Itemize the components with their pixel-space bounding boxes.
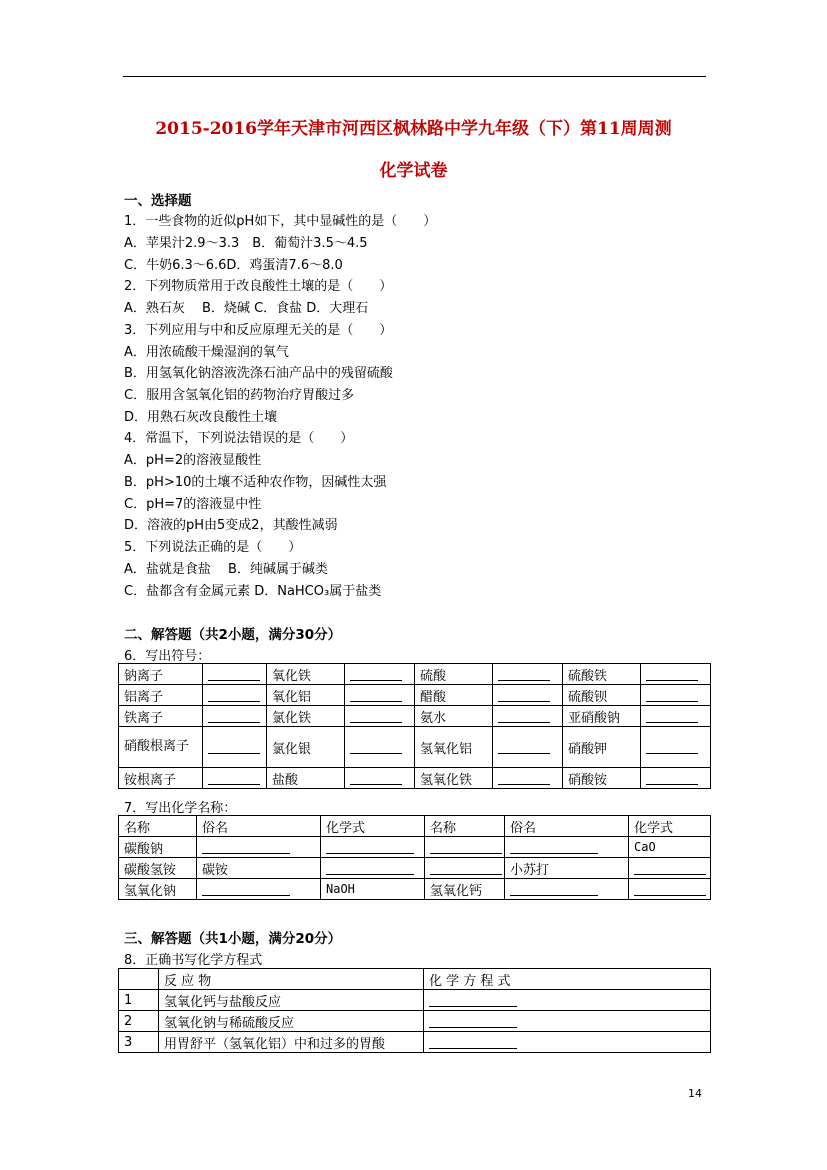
table-cell: 氢氧化钠 — [119, 879, 197, 900]
column-header: 名称 — [425, 816, 505, 837]
answer-cell[interactable] — [641, 685, 711, 706]
answer-cell[interactable] — [203, 664, 267, 685]
answer-cell[interactable] — [203, 727, 267, 768]
table-cell: 氢氧化钠与稀硫酸反应 — [159, 1011, 424, 1032]
answer-cell[interactable] — [345, 768, 415, 789]
table-row — [119, 1032, 711, 1053]
table-row — [119, 858, 711, 879]
table-cell: CaO — [629, 837, 711, 858]
answer-cell[interactable] — [505, 879, 629, 900]
table-header-row — [119, 969, 711, 990]
answer-cell[interactable] — [493, 727, 563, 768]
table-cell: 钠离子 — [119, 664, 203, 685]
answer-cell[interactable] — [629, 858, 711, 879]
table-row — [119, 837, 711, 858]
answer-cell[interactable] — [424, 990, 711, 1011]
page-number: 14 — [688, 1087, 702, 1100]
table-cell: 氢氧化铝 — [415, 727, 493, 768]
column-header: 俗名 — [505, 816, 629, 837]
answer-cell[interactable] — [641, 706, 711, 727]
table-row — [119, 990, 711, 1011]
question-line: B．pH>10的土壤不适种农作物，因碱性太强 — [124, 475, 387, 490]
answer-cell[interactable] — [493, 685, 563, 706]
question-line: C．服用含氢氧化铝的药物治疗胃酸过多 — [124, 388, 355, 403]
answer-cell[interactable] — [425, 858, 505, 879]
table-cell: 氧化铁 — [267, 664, 345, 685]
answer-cell[interactable] — [505, 837, 629, 858]
table-cell: 氢氧化钙 — [425, 879, 505, 900]
document-subtitle: 化学试卷 — [379, 161, 448, 181]
question-line: 5．下列说法正确的是（ ） — [124, 540, 302, 555]
column-header: 名称 — [119, 816, 197, 837]
table-cell: 氨水 — [415, 706, 493, 727]
answer-cell[interactable] — [629, 879, 711, 900]
column-header: 化学式 — [321, 816, 425, 837]
table-cell: NaOH — [321, 879, 425, 900]
question-line: 1．一些食物的近似pH如下，其中显碱性的是（ ） — [124, 214, 437, 229]
table-row — [119, 685, 711, 706]
table-cell: 碳铵 — [197, 858, 321, 879]
column-header: 化 学 方 程 式 — [424, 969, 711, 990]
answer-cell[interactable] — [203, 685, 267, 706]
row-number: 3 — [119, 1032, 159, 1053]
table-cell: 铵根离子 — [119, 768, 203, 789]
table-cell: 碳酸钠 — [119, 837, 197, 858]
question-line: D．溶液的pH由5变成2，其酸性减弱 — [124, 518, 338, 533]
answer-cell[interactable] — [321, 858, 425, 879]
table-row — [119, 727, 711, 768]
question-line: A．盐就是食盐 B．纯碱属于碱类 — [124, 562, 328, 577]
answer-cell[interactable] — [345, 706, 415, 727]
answer-cell[interactable] — [424, 1011, 711, 1032]
table-cell: 铁离子 — [119, 706, 203, 727]
answer-cell[interactable] — [345, 685, 415, 706]
question-line: 2．下列物质常用于改良酸性土壤的是（ ） — [124, 279, 393, 294]
answer-cell[interactable] — [203, 768, 267, 789]
table-cell: 小苏打 — [505, 858, 629, 879]
column-header: 俗名 — [197, 816, 321, 837]
answer-cell[interactable] — [203, 706, 267, 727]
table-cell: 盐酸 — [267, 768, 345, 789]
table-cell: 亚硝酸钠 — [563, 706, 641, 727]
answer-cell[interactable] — [424, 1032, 711, 1053]
table-cell: 硝酸钾 — [563, 727, 641, 768]
table-header-row — [119, 816, 711, 837]
question-line: A．pH=2的溶液显酸性 — [124, 453, 262, 468]
question-line: C．牛奶6.3～6.6D．鸡蛋清7.6～8.0 — [124, 258, 343, 273]
question-7-label: 7．写出化学名称： — [124, 801, 237, 816]
answer-cell[interactable] — [345, 664, 415, 685]
table-cell: 碳酸氢铵 — [119, 858, 197, 879]
table-cell: 氯化铁 — [267, 706, 345, 727]
table-cell: 用胃舒平（氢氧化铝）中和过多的胃酸 — [159, 1032, 424, 1053]
table-cell: 氯化银 — [267, 727, 345, 768]
equations-table — [118, 968, 711, 1053]
table-row — [119, 768, 711, 789]
table-cell: 硝酸铵 — [563, 768, 641, 789]
section-1-heading: 一、选择题 — [124, 193, 192, 209]
question-line: 4．常温下，下列说法错误的是（ ） — [124, 431, 354, 446]
row-number: 2 — [119, 1011, 159, 1032]
table-cell: 氢氧化铁 — [415, 768, 493, 789]
table-row — [119, 879, 711, 900]
table-cell: 氢氧化钙与盐酸反应 — [159, 990, 424, 1011]
question-line: A．用浓硫酸干燥湿润的氧气 — [124, 345, 289, 360]
table-cell: 醋酸 — [415, 685, 493, 706]
column-header: 化学式 — [629, 816, 711, 837]
answer-cell[interactable] — [641, 664, 711, 685]
answer-cell[interactable] — [493, 706, 563, 727]
answer-cell[interactable] — [493, 768, 563, 789]
table-row — [119, 664, 711, 685]
question-line: 3．下列应用与中和反应原理无关的是（ ） — [124, 323, 393, 338]
document-title: 2015-2016学年天津市河西区枫林路中学九年级（下）第11周周测 — [155, 119, 672, 139]
answer-cell[interactable] — [641, 768, 711, 789]
question-line: A．苹果汁2.9～3.3 B．葡萄汁3.5～4.5 — [124, 236, 368, 251]
answer-cell[interactable] — [345, 727, 415, 768]
table-cell: 氧化铝 — [267, 685, 345, 706]
table-cell: 硫酸钡 — [563, 685, 641, 706]
answer-cell[interactable] — [425, 837, 505, 858]
answer-cell[interactable] — [493, 664, 563, 685]
row-number: 1 — [119, 990, 159, 1011]
question-line: B．用氢氧化钠溶液洗涤石油产品中的残留硫酸 — [124, 366, 393, 381]
table-row — [119, 1011, 711, 1032]
question-line: A．熟石灰 B．烧碱 C．食盐 D．大理石 — [124, 301, 369, 316]
question-line: C．pH=7的溶液显中性 — [124, 497, 262, 512]
header-rule — [123, 76, 706, 77]
symbols-table — [118, 663, 711, 789]
table-cell: 铝离子 — [119, 685, 203, 706]
table-cell: 硝酸根离子 — [119, 727, 203, 768]
answer-cell[interactable] — [197, 837, 321, 858]
names-table — [118, 815, 711, 900]
answer-cell[interactable] — [321, 837, 425, 858]
table-cell: 硫酸铁 — [563, 664, 641, 685]
answer-cell[interactable] — [197, 879, 321, 900]
column-header: 反 应 物 — [159, 969, 424, 990]
question-line: C．盐都含有金属元素 D．NaHCO₃属于盐类 — [124, 584, 382, 599]
question-8-label: 8．正确书写化学方程式 — [124, 953, 263, 968]
table-cell: 硫酸 — [415, 664, 493, 685]
section-3-heading: 三、解答题（共1小题，满分20分） — [124, 931, 342, 947]
table-row — [119, 706, 711, 727]
question-line: D．用熟石灰改良酸性土壤 — [124, 410, 278, 425]
section-2-heading: 二、解答题（共2小题，满分30分） — [124, 627, 342, 643]
answer-cell[interactable] — [641, 727, 711, 768]
question-6-label: 6．写出符号： — [124, 649, 211, 664]
